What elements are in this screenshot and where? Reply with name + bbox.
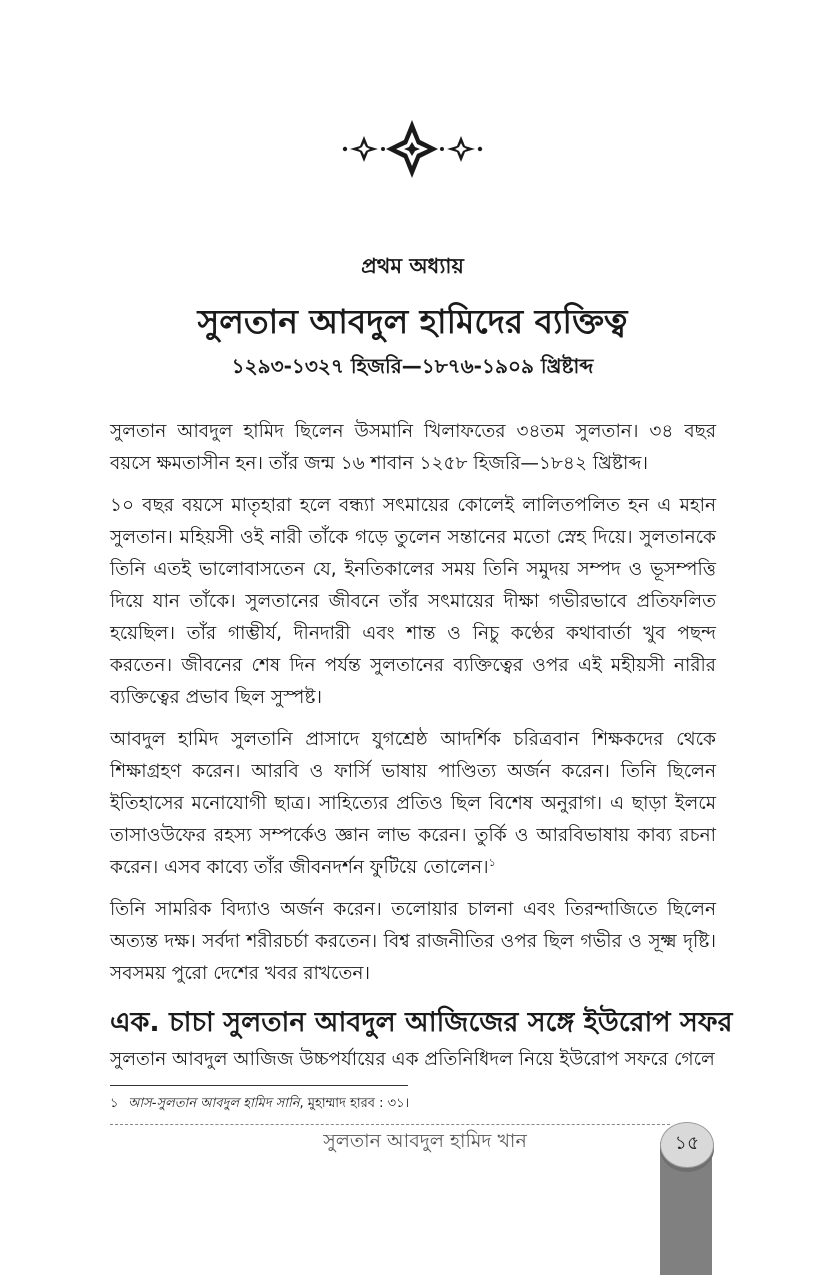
paragraph	[110, 724, 716, 884]
paragraph: ১০ বছর বয়সে মাতৃহারা হলে বন্ধ্যা সৎমায়ের কোলেই লালিতপলিত হন এ মহান সুলতান। মহিয়সী ওই নারী তাঁকে গড়ে তুলেন সন্তানের মতো স্নেহ দিয়ে। সুলতানকে তিনি এতই ভালোবাসতেন যে, ইনতিকালের সময় তিনি সমুদয় সম্পদ ও ভূসম্পত্তি দিয়ে যান তাঁকে। সুলতানের জীবনে তাঁর সৎমায়ের দীক্ষা গভীরভাবে প্রতিফলিত হয়েছিল। তাঁর গাম্ভীর্য, দীনদারী এবং শান্ত ও নিচু কণ্ঠের কথাবার্তা খুব পছন্দ করতেন। জীবনের শেষ দিন পর্যন্ত সুলতানের ব্যক্তিত্বের ওপর এই মহীয়সী নারীর ব্যক্তিত্বের প্রভাব ছিল সুস্পষ্ট।	[110, 495, 716, 708]
date-range: ১২৯৩-১৩২৭ হিজরি—১৮৭৬-১৯০৯ খ্রিষ্টাব্দ	[231, 354, 594, 378]
footnote-marker[interactable]: ১	[488, 855, 496, 869]
paragraph-text: আবদুল হামিদ সুলতানি প্রাসাদে যুগশ্রেষ্ঠ আদর্শিক চরিত্রবান শিক্ষকদের থেকে শিক্ষাগ্রহণ করেন। আরবি ও ফার্সি ভাষায় পাণ্ডিত্য অর্জন করেন। তিনি ছিলেন ইতিহাসের মনোযোগী ছাত্র। সাহিত্যের প্রতিও ছিল বিশেষ অনুরাগ। এ ছাড়া ইলমে তাসাওউফের রহস্য সম্পর্কেও জ্ঞান লাভ করেন। তুর্কি ও আরবিভাষায় কাব্য রচনা করেন। এসব কাব্যে তাঁর জীবনদর্শন ফুটিয়ে তোলেন।	[110, 729, 716, 878]
page-title: সুলতান আবদুল হামিদের ব্যক্তিত্ব	[197, 302, 628, 341]
section-body	[110, 1044, 716, 1086]
footnote-number: ১	[110, 1096, 119, 1111]
paragraph: সুলতান আবদুল আজিজ উচ্চপর্যায়ের এক প্রতিনিধিদল নিয়ে ইউরোপ সফরে গেলে	[110, 1049, 715, 1070]
paragraph: তিনি সামরিক বিদ্যাও অর্জন করেন। তলোয়ার চালনা এবং তিরন্দাজিতে ছিলেন অত্যন্ত দক্ষ। সর্বদা শরীরচর্চা করতেন। বিশ্ব রাজনীতির ওপর ছিল গভীর ও সূক্ষ্ম দৃষ্টি। সবসময় পুরো দেশের খবর রাখতেন।	[110, 899, 716, 984]
footnote	[110, 1094, 710, 1115]
footnote-source-title: আস-সুলতান আবদুল হামিদ সানি	[128, 1096, 300, 1111]
footer-divider	[110, 1124, 670, 1125]
paragraph: সুলতান আবদুল হামিদ ছিলেন উসমানি খিলাফতের ৩৪তম সুলতান। ৩৪ বছর বয়সে ক্ষমতাসীন হন। তাঁর জন্ম ১৬ শাবান ১২৫৮ হিজরি—১৮৪২ খ্রিষ্টাব্দ।	[110, 421, 716, 474]
footnote-source-rest: , মুহাম্মাদ হারব : ৩১।	[299, 1096, 410, 1111]
footnote-divider	[110, 1085, 408, 1086]
star-ornament-icon	[340, 118, 485, 180]
chapter-label: প্রথম অধ্যায়	[361, 254, 464, 278]
body-text	[110, 416, 716, 1000]
running-footer: সুলতান আবদুল হামিদ খান	[323, 1130, 527, 1152]
page-number: ১৫	[660, 1122, 714, 1168]
section-heading: এক. চাচা সুলতান আবদুল আজিজের সঙ্গে ইউরোপ সফর	[110, 1007, 733, 1038]
